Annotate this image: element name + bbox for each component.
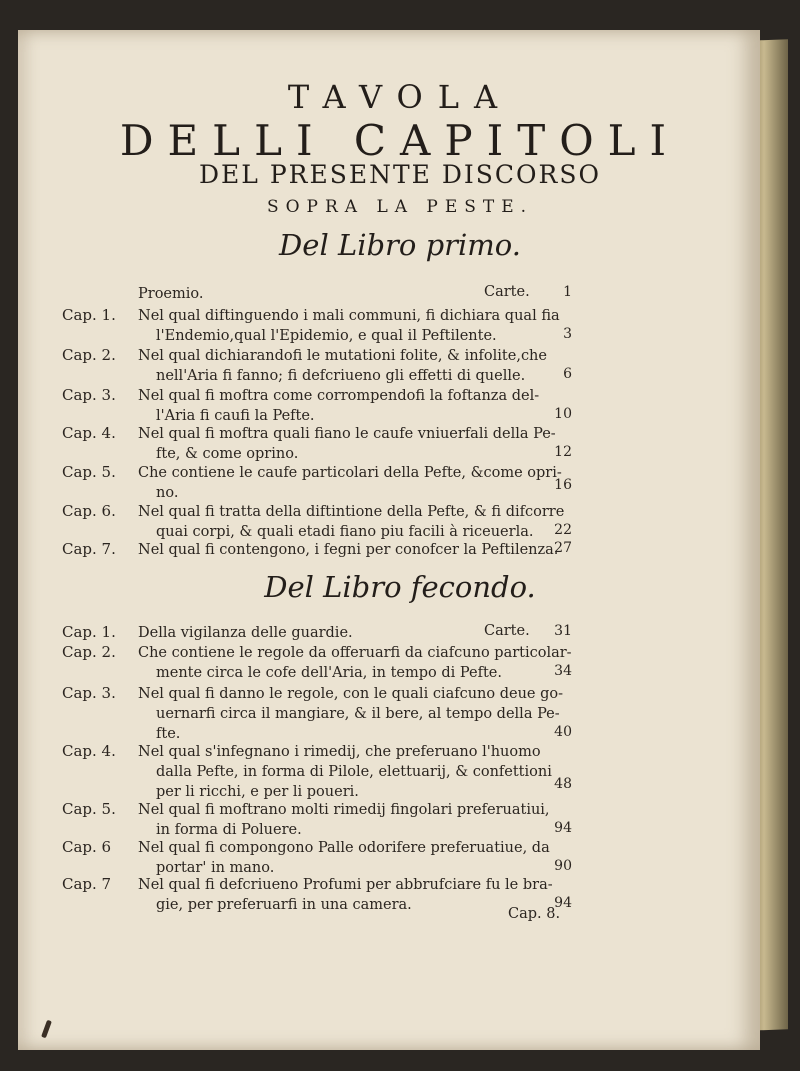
- chapter-text: [138, 424, 556, 464]
- chapter-line: uernarfi circa il mangiare, & il bere, al tempo della Pe-: [156, 706, 560, 722]
- page-number: 22: [554, 522, 572, 538]
- chapter-line: l'Aria fi caufi la Pefte.: [156, 408, 315, 424]
- chapter-text: [138, 875, 553, 915]
- chapter-line: in forma di Poluere.: [156, 822, 302, 838]
- proemio-text: [138, 284, 538, 304]
- page-number: 34: [554, 663, 572, 679]
- chapter-text: [138, 742, 552, 802]
- chapter-line: Nel qual fi contengono, i fegni per conofcer la Peftilenza.: [138, 542, 559, 558]
- chapter-line: Nel qual fi defcriueno Profumi per abbrufciare fu le bra-: [138, 877, 553, 893]
- chapter-text: [138, 800, 550, 840]
- title-tavola: TAVOLA: [287, 78, 513, 116]
- chapter-line: no.: [156, 485, 179, 501]
- page-number: 31: [554, 623, 572, 639]
- chapter-line: Nel qual s'infegnano i rimedij, che preferuano l'huomo: [138, 744, 541, 760]
- chapter-text: [138, 540, 559, 560]
- page-number: 27: [554, 540, 572, 556]
- chapter-text: [138, 463, 562, 503]
- chapter-line: per li ricchi, e per li poueri.: [156, 784, 359, 800]
- proemio-line: Proemio.: [138, 286, 204, 302]
- chapter-label: Cap. 2.: [62, 643, 116, 661]
- chapter-text: [138, 346, 547, 386]
- chapter-text: [138, 838, 550, 878]
- book1-title: Del Libro primo.: [279, 228, 521, 262]
- chapter-line: Nel qual fi moftra quali fiano le caufe vniuerfali della Pe-: [138, 426, 556, 442]
- chapter-line: Nel qual fi moftrano molti rimedij fingolari preferuatiui,: [138, 802, 550, 818]
- chapter-line: Nel qual fi tratta della diftintione della Pefte, & fi difcorre: [138, 504, 565, 520]
- catchword: Cap. 8.: [508, 906, 561, 922]
- chapter-line: Che contiene le regole da offeruarfi da ciafcuno particolar-: [138, 645, 572, 661]
- chapter-text: [138, 386, 538, 426]
- chapter-line: nell'Aria fi fanno; fi defcriueno gli effetti di quelle.: [156, 368, 526, 384]
- page-number: 94: [554, 820, 572, 836]
- title-peste: SOPRA LA PESTE.: [266, 197, 534, 217]
- chapter-label: Cap. 5.: [62, 463, 116, 481]
- chapter-line: Nel qual fi danno le regole, con le quali ciafcuno deue go-: [138, 686, 564, 702]
- chapter-label: Cap. 3.: [62, 386, 116, 404]
- chapter-label: Cap. 1.: [62, 306, 116, 324]
- page-number: 40: [554, 724, 572, 740]
- chapter-label: Cap. 7: [62, 875, 112, 893]
- chapter-line: mente circa le cofe dell'Aria, in tempo di Pefte.: [156, 665, 502, 681]
- page-number: 48: [554, 776, 572, 792]
- book2-title: Del Libro fecondo.: [264, 570, 536, 604]
- chapter-line: Che contiene le caufe particolari della Pefte, &come opri-: [138, 465, 562, 481]
- chapter-label: Cap. 7.: [62, 540, 116, 558]
- chapter-line: fte.: [156, 726, 181, 742]
- page-number: 94: [554, 895, 572, 911]
- chapter-line: portar' in mano.: [156, 860, 275, 876]
- title-discorso: DEL PRESENTE DISCORSO: [199, 160, 601, 189]
- chapter-label: Cap. 6: [62, 838, 112, 856]
- chapter-label: Cap. 5.: [62, 800, 116, 818]
- chapter-text: [138, 306, 560, 346]
- chapter-line: Nel qual diftinguendo i mali communi, fi dichiara qual fia: [138, 308, 560, 324]
- chapter-line: l'Endemio,qual l'Epidemio, e qual il Peftilente.: [156, 328, 497, 344]
- page-number: 16: [554, 477, 572, 493]
- chapter-line: Nel qual fi compongono Palle odorifere preferuatiue, da: [138, 840, 550, 856]
- chapter-line: gie, per preferuarfi in una camera.: [156, 897, 412, 913]
- chapter-label: Cap. 2.: [62, 346, 116, 364]
- chapter-label: Cap. 4.: [62, 424, 116, 442]
- chapter-line: dalla Pefte, in forma di Pilole, elettuarij, & confettioni: [156, 764, 552, 780]
- title-capitoli: DELLI CAPITOLI: [119, 116, 681, 165]
- page-number: 12: [554, 444, 572, 460]
- chapter-label: Cap. 3.: [62, 684, 116, 702]
- chapter-label: Cap. 4.: [62, 742, 116, 760]
- page-number: 1: [563, 284, 572, 300]
- chapter-text: [138, 623, 538, 643]
- chapter-label: Cap. 1.: [62, 623, 116, 641]
- page-number: 90: [554, 858, 572, 874]
- chapter-line: Della vigilanza delle guardie.: [138, 625, 353, 641]
- book2-carte-label: Carte.: [484, 623, 530, 639]
- chapter-line: quai corpi, & quali etadi fiano piu facili à riceuerla.: [156, 524, 534, 540]
- page-number: 3: [563, 326, 572, 342]
- page-number: 10: [554, 406, 572, 422]
- chapter-line: fte, & come oprino.: [156, 446, 299, 462]
- book1-carte-label: Carte.: [484, 284, 530, 300]
- chapter-line: Nel qual fi moftra come corrompendofi la foftanza del-: [138, 388, 540, 404]
- page-number: 6: [563, 366, 572, 382]
- chapter-label: Cap. 6.: [62, 502, 116, 520]
- chapter-line: Nel qual dichiarandofi le mutationi folite, & infolite,che: [138, 348, 547, 364]
